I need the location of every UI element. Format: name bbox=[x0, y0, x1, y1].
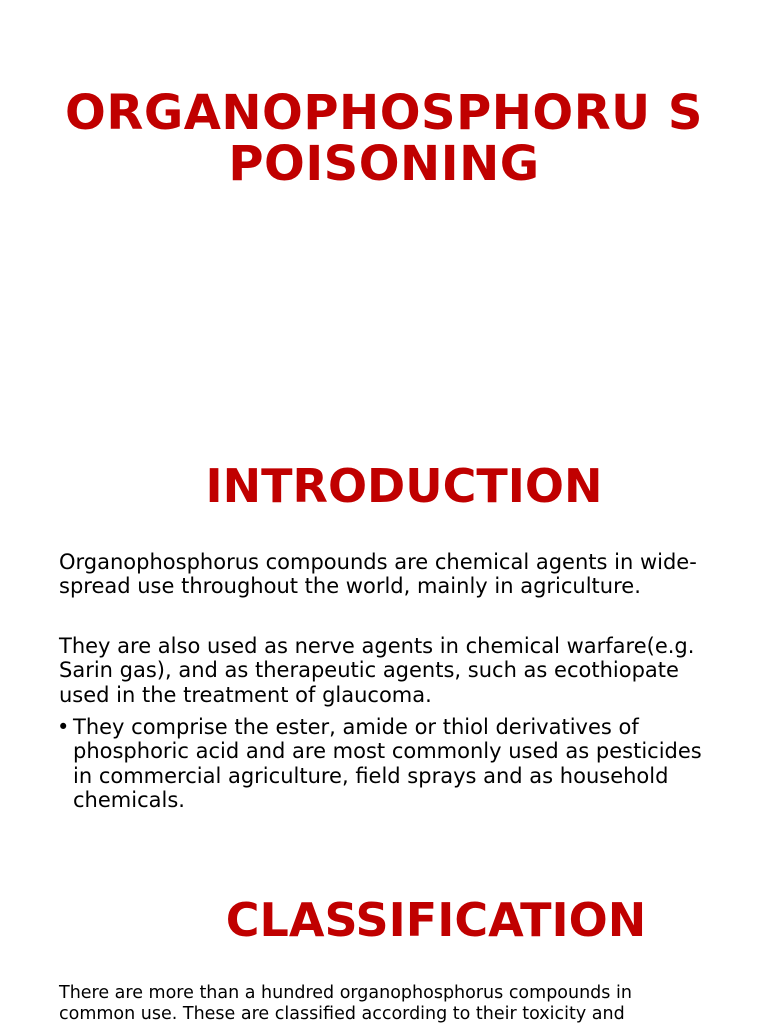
intro-paragraph-1: Organophosphorus compounds are chemical agents in wide-spread use throughout the world, mainly in agriculture. bbox=[59, 550, 697, 599]
classification-paragraph-1: There are more than a hundred organophosphorus compounds in common use. These are classified according to their toxicity and bbox=[59, 983, 632, 1024]
slide-title: ORGANOPHOSPHORU S POISONING bbox=[65, 85, 703, 192]
intro-bullet-item bbox=[57, 715, 717, 812]
classification-heading: CLASSIFICATION bbox=[225, 893, 647, 947]
bullet-icon: • bbox=[57, 715, 70, 739]
intro-bullet-text: They comprise the ester, amide or thiol derivatives of phosphoric acid and are most commonly used as pesticides in commercial agriculture, field sprays and as household chemicals. bbox=[73, 715, 702, 812]
introduction-heading: INTRODUCTION bbox=[205, 459, 603, 513]
intro-paragraph-2: They are also used as nerve agents in chemical warfare(e.g. Sarin gas), and as therapeutic agents, such as ecothiopate used in the treatment of glaucoma. bbox=[59, 634, 695, 707]
